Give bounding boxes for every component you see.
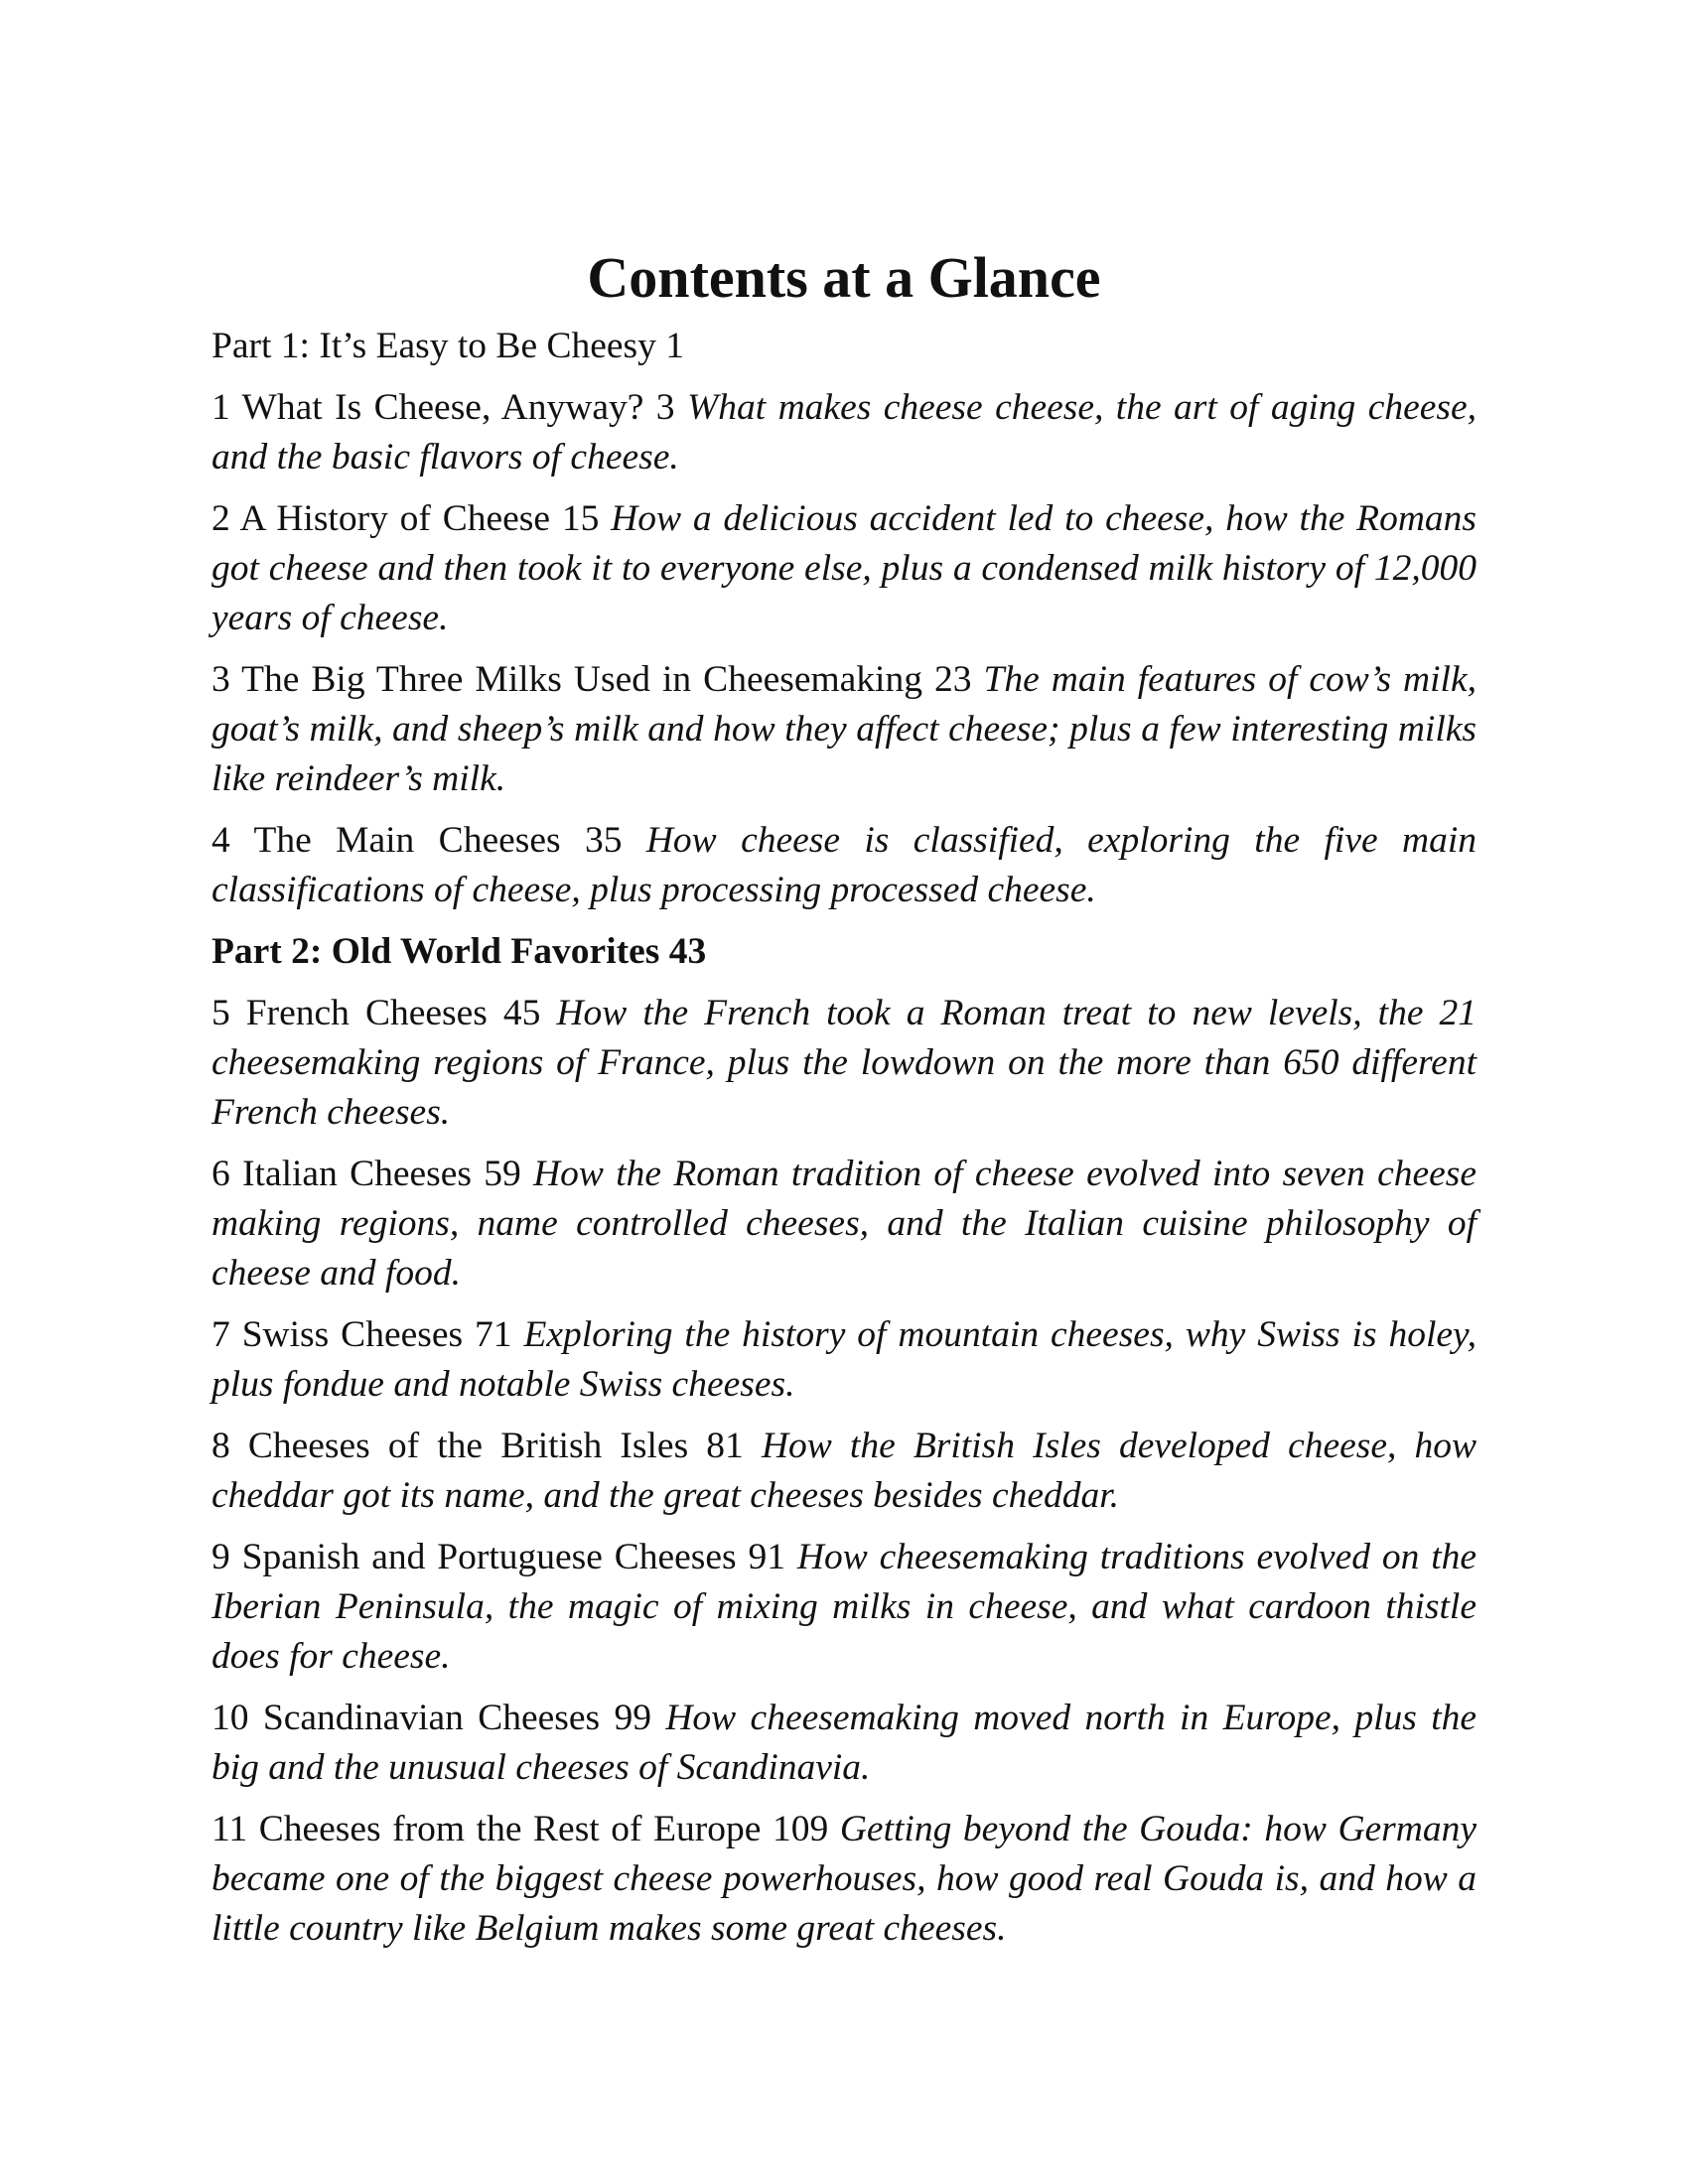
chapter-entry [211, 1150, 1477, 1298]
chapter-entry [211, 1422, 1477, 1521]
chapter-description: How cheese is classified, exploring the five main classifications of cheese, plus processing processed cheese. [211, 820, 1477, 910]
page-title: Contents at a Glance [587, 245, 1101, 310]
chapter-title: 9 Spanish and Portuguese Cheeses 91 [211, 1537, 785, 1577]
chapter-description: Exploring the history of mountain cheeses, why Swiss is holey, plus fondue and notable Swiss cheeses. [211, 1314, 1477, 1405]
part-heading: Part 2: Old World Favorites 43 [211, 931, 707, 972]
chapter-title: 7 Swiss Cheeses 71 [211, 1314, 512, 1355]
chapter-entry [211, 383, 1477, 482]
chapter-description: How the French took a Roman treat to new levels, the 21 cheesemaking regions of France, plus the lowdown on the more than 650 different French cheeses. [211, 993, 1477, 1133]
chapter-title: 8 Cheeses of the British Isles 81 [211, 1426, 744, 1466]
chapter-entry [211, 494, 1477, 643]
chapter-entry [211, 1533, 1477, 1682]
chapter-entry [211, 816, 1477, 915]
chapter-title: 1 What Is Cheese, Anyway? 3 [211, 387, 675, 428]
chapter-title: 4 The Main Cheeses 35 [211, 820, 623, 861]
part-heading: Part 1: It’s Easy to Be Cheesy 1 [211, 326, 684, 366]
chapter-title: 6 Italian Cheeses 59 [211, 1154, 521, 1194]
chapter-description: How the British Isles developed cheese, how cheddar got its name, and the great cheeses besides cheddar. [211, 1426, 1477, 1516]
chapter-title: 3 The Big Three Milks Used in Cheesemaking 23 [211, 659, 972, 700]
chapter-description: Getting beyond the Gouda: how Germany became one of the biggest cheese powerhouses, how good real Gouda is, and how a little country like Belgium makes some great cheeses. [211, 1809, 1477, 1949]
chapter-entry [211, 1694, 1477, 1793]
chapter-description: What makes cheese cheese, the art of aging cheese, and the basic flavors of cheese. [211, 387, 1477, 478]
contents-page [211, 238, 1477, 1966]
chapter-title: 5 French Cheeses 45 [211, 993, 541, 1033]
chapter-title: 11 Cheeses from the Rest of Europe 109 [211, 1809, 829, 1849]
chapter-description: How cheesemaking moved north in Europe, plus the big and the unusual cheeses of Scandinavia. [211, 1698, 1477, 1788]
chapter-description: How the Roman tradition of cheese evolved into seven cheese making regions, name controlled cheeses, and the Italian cuisine philosophy of cheese and food. [211, 1154, 1477, 1294]
contents-list [211, 322, 1477, 1954]
chapter-title: 2 A History of Cheese 15 [211, 498, 600, 539]
chapter-entry [211, 1805, 1477, 1954]
chapter-description: The main features of cow’s milk, goat’s milk, and sheep’s milk and how they affect cheese; plus a few interesting milks like reindeer’s milk. [211, 659, 1477, 799]
chapter-title: 10 Scandinavian Cheeses 99 [211, 1698, 651, 1738]
chapter-description: How a delicious accident led to cheese, how the Romans got cheese and then took it to everyone else, plus a condensed milk history of 12,000 years of cheese. [211, 498, 1477, 638]
chapter-description: How cheesemaking traditions evolved on the Iberian Peninsula, the magic of mixing milks in cheese, and what cardoon thistle does for cheese. [211, 1537, 1477, 1677]
chapter-entry [211, 1310, 1477, 1410]
chapter-entry [211, 989, 1477, 1138]
chapter-entry [211, 655, 1477, 804]
